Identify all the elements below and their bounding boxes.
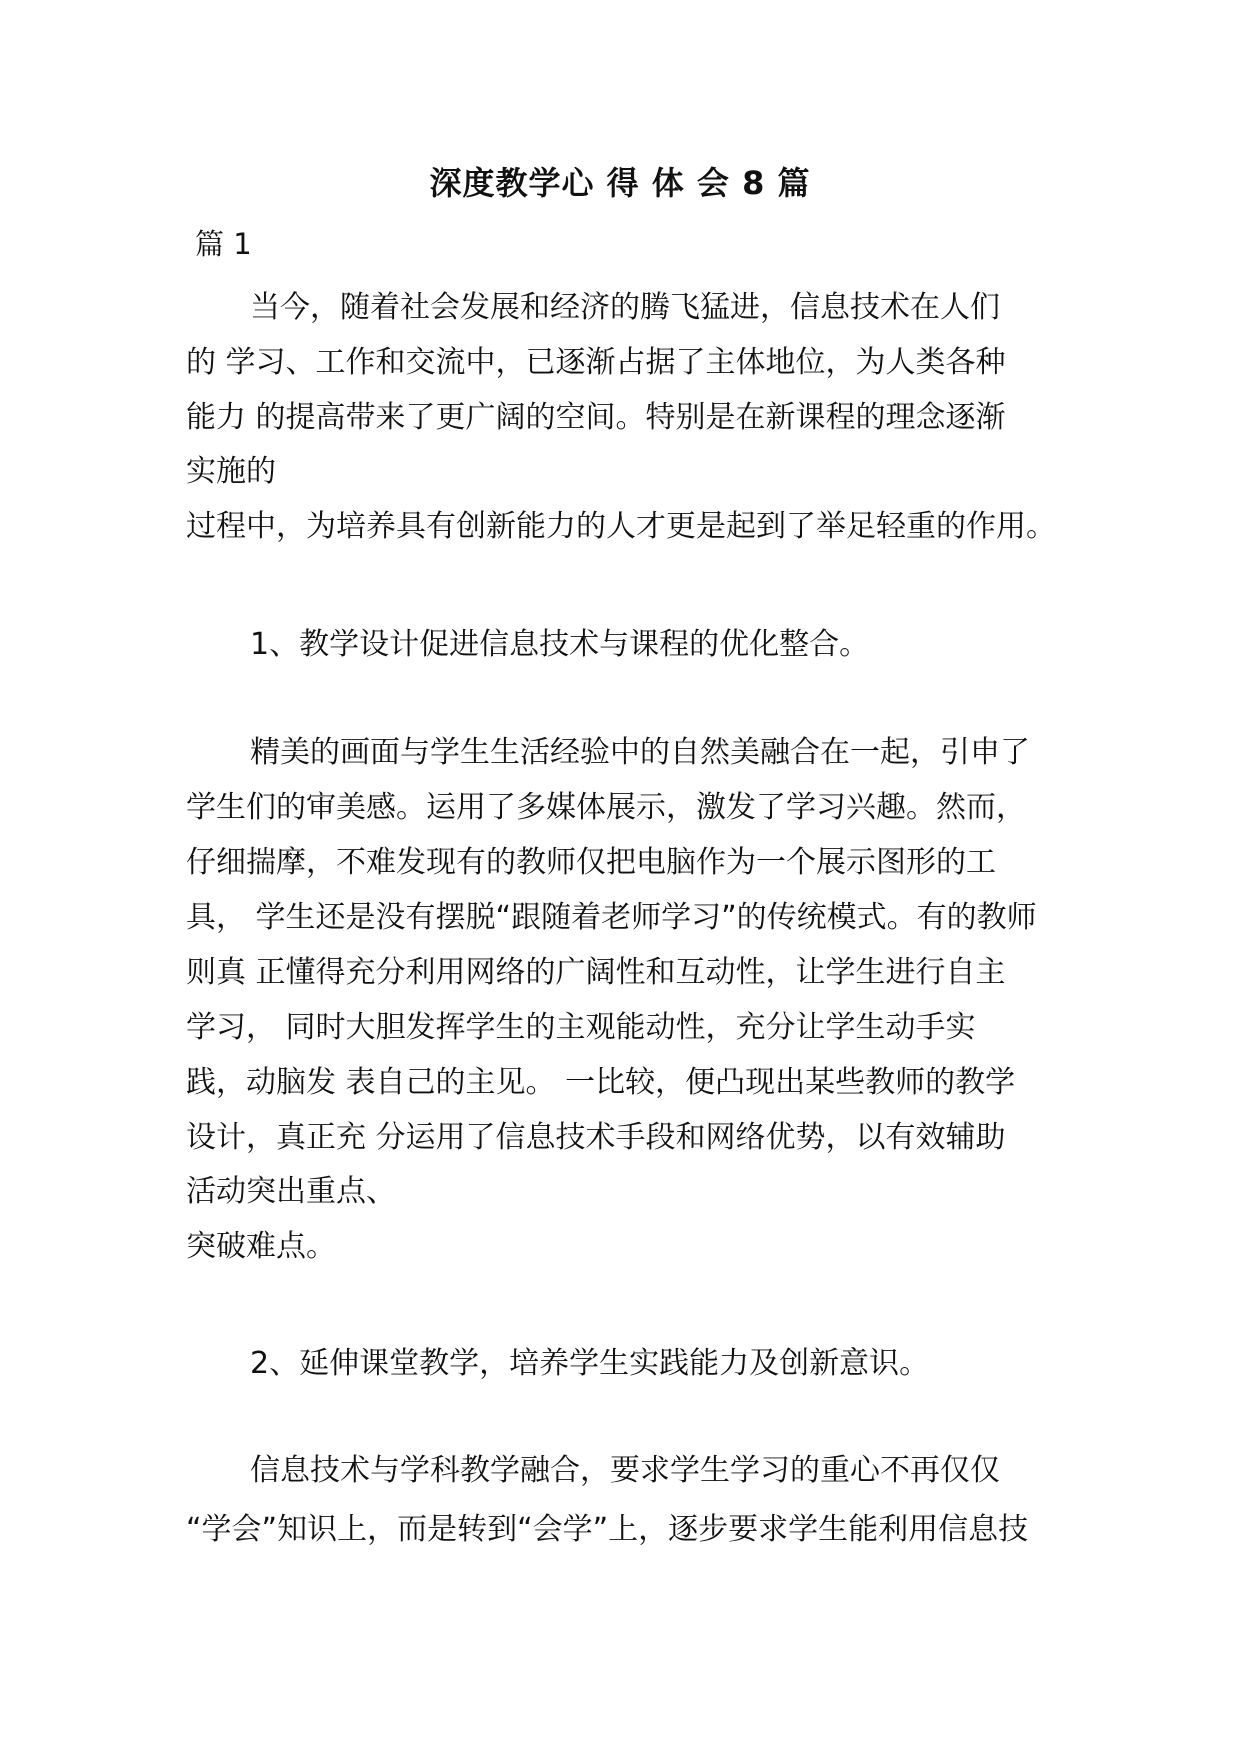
text-line: 设计，真正充 分运用了信息技术手段和网络优势，以有效辅助 bbox=[186, 1120, 1006, 1155]
text-line: 具， 学生还是没有摆脱“跟随着老师学习”的传统模式。有的教师 bbox=[186, 900, 1037, 935]
text-line: 突破难点。 bbox=[186, 1229, 336, 1264]
text-line: 过程中，为培养具有创新能力的人才更是起到了举足轻重的作用。 bbox=[186, 509, 1056, 544]
section-heading: 篇 1 bbox=[195, 227, 252, 261]
text-line: 实施的 bbox=[186, 454, 276, 489]
document-title: 深度教学心 得 体 会 8 篇 bbox=[429, 164, 811, 202]
text-line: 学习， 同时大胆发挥学生的主观能动性，充分让学生动手实 bbox=[186, 1010, 976, 1045]
section-point: 1、教学设计促进信息技术与课程的优化整合。 bbox=[250, 627, 870, 662]
text-line: 则真 正懂得充分利用网络的广阔性和互动性，让学生进行自主 bbox=[186, 955, 1006, 990]
text-line: 当今，随着社会发展和经济的腾飞猛进，信息技术在人们 bbox=[250, 290, 1000, 325]
text-line: 的 学习、工作和交流中，已逐渐占据了主体地位，为人类各种 bbox=[186, 345, 1006, 380]
text-line: 能力 的提高带来了更广阔的空间。特别是在新课程的理念逐渐 bbox=[186, 400, 1006, 435]
text-line: 仔细揣摩，不难发现有的教师仅把电脑作为一个展示图形的工 bbox=[186, 845, 996, 880]
section-point: 2、延伸课堂教学，培养学生实践能力及创新意识。 bbox=[250, 1346, 930, 1381]
text-line: “学会”知识上，而是转到“会学”上，逐步要求学生能利用信息技 bbox=[186, 1512, 1029, 1547]
text-line: 活动突出重点、 bbox=[186, 1174, 396, 1209]
text-line: 信息技术与学科教学融合，要求学生学习的重心不再仅仅 bbox=[250, 1453, 1000, 1488]
text-line: 践，动脑发 表自己的主见。 一比较，便凸现出某些教师的教学 bbox=[186, 1065, 1016, 1100]
text-line: 精美的画面与学生生活经验中的自然美融合在一起，引申了 bbox=[250, 735, 1030, 770]
text-line: 学生们的审美感。运用了多媒体展示，激发了学习兴趣。然而， bbox=[186, 790, 1026, 825]
